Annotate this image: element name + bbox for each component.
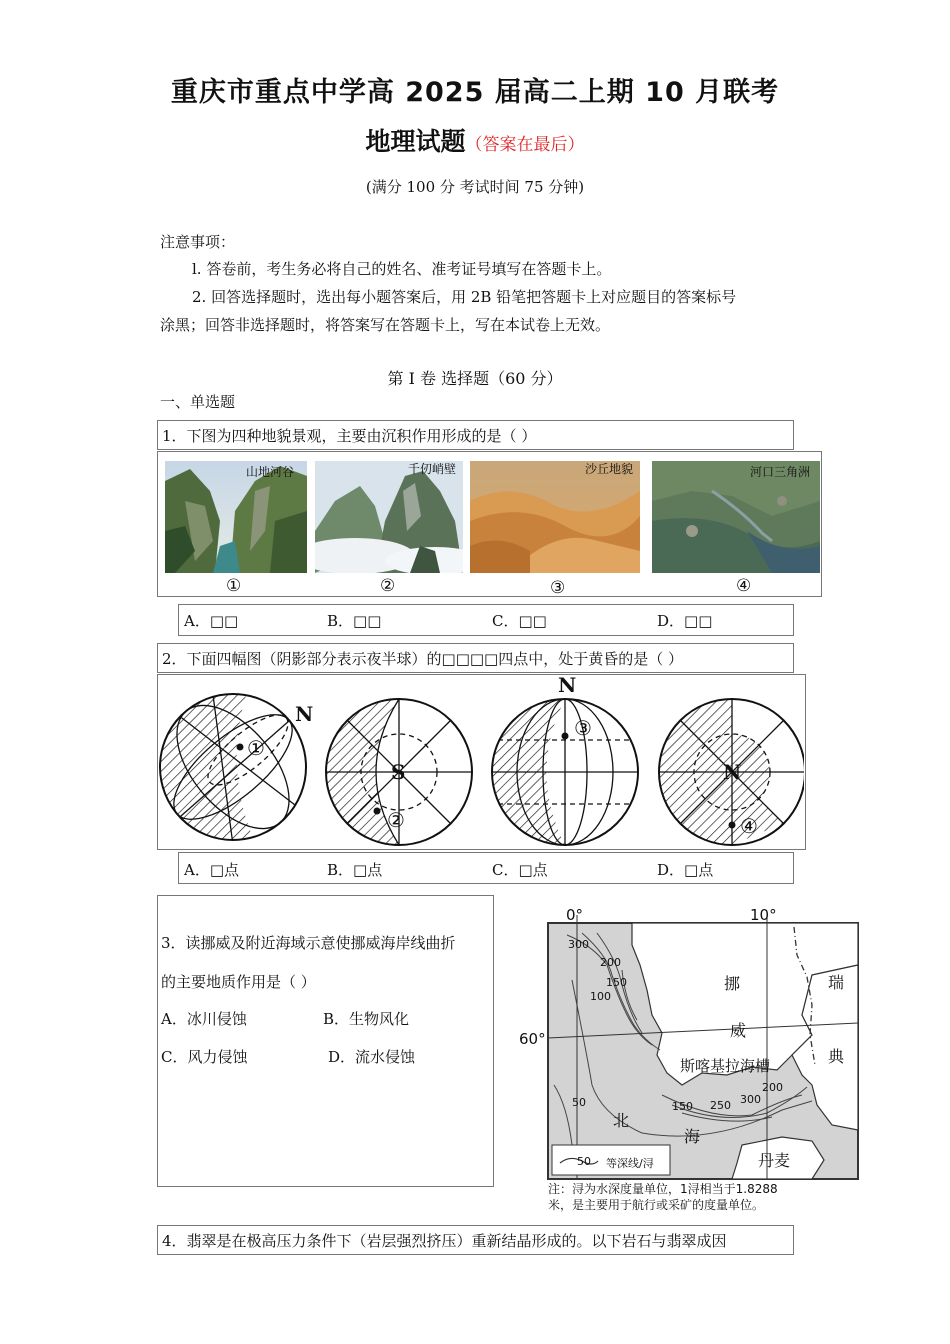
map-label-sweden-1: 瑞 — [828, 973, 845, 992]
q1-photo-3-number: ③ — [550, 578, 566, 598]
q1-options-box — [178, 604, 794, 636]
map-label-denmark: 丹麦 — [758, 1151, 791, 1170]
q1-stem-box — [157, 420, 794, 450]
q1-option-a: A．□□ — [184, 612, 239, 630]
q3-stem-line-1: 3．读挪威及附近海域示意使挪威海岸线曲折 — [161, 934, 456, 952]
q1-photo-2-number: ② — [380, 576, 396, 596]
answer-note: （答案在最后） — [465, 135, 585, 155]
depth-label-50: 50 — [572, 1096, 586, 1109]
q2-stem: 2．下面四幅图（阴影部分表示夜半球）的□□□□四点中，处于黄昏的是（ ） — [162, 650, 684, 668]
map-label-sea: 海 — [684, 1127, 701, 1146]
q1-photo-1-label: 山地河谷 — [246, 465, 295, 479]
legend-text: 等深线/浔 — [606, 1157, 654, 1170]
q2-stem-box — [157, 643, 794, 673]
q3-option-d: D．流水侵蚀 — [328, 1048, 416, 1066]
depth-label-200: 200 — [600, 956, 621, 969]
depth-label-300b: 300 — [740, 1093, 761, 1106]
map-lat-60: 60° — [519, 1030, 546, 1048]
q2-globe-2-s-label: S — [391, 760, 406, 784]
q1-option-d: D．□□ — [657, 612, 713, 630]
globe-3 — [492, 699, 638, 845]
subject-name: 地理试题 — [365, 127, 466, 156]
q2-option-c: C．□点 — [492, 861, 548, 879]
q2-option-a: A．□点 — [184, 861, 240, 879]
map-label-norway-2: 威 — [730, 1021, 747, 1040]
q3-stem-line-2: 的主要地质作用是（ ） — [161, 973, 316, 991]
q1-photo-4-number: ④ — [736, 576, 752, 596]
q2-globe-4-n-label: N — [723, 760, 742, 784]
q4-stem-box — [157, 1225, 794, 1255]
section-subtitle: 一、单选题 — [160, 393, 236, 411]
q3-option-b: B．生物风化 — [323, 1010, 410, 1028]
q2-globe-diagrams — [158, 675, 804, 849]
q1-photo-cliffs — [315, 461, 463, 573]
section-title: 第 I 卷 选择题（60 分） — [387, 369, 563, 388]
map-note-line-1: 注：浔为水深度量单位，1浔相当于1.8288 — [548, 1182, 778, 1196]
notice-item-2-line-2: 涂黑；回答非选择题时，将答案写在答题卡上，写在本试卷上无效。 — [160, 316, 611, 334]
depth-label-100: 100 — [590, 990, 611, 1003]
exam-meta: (满分 100 分 考试时间 75 分钟) — [365, 178, 585, 196]
map-label-sweden-2: 典 — [828, 1047, 845, 1066]
q1-option-b: B．□□ — [327, 612, 382, 630]
q2-option-b: B．□点 — [327, 861, 383, 879]
map-note-line-2: 米，是主要用于航行或采矿的度量单位。 — [548, 1198, 765, 1212]
depth-label-150b: 150 — [672, 1100, 693, 1113]
map-lon-0: 0° — [566, 906, 584, 924]
notice-item-1: l. 答卷前，考生务必将自己的姓名、准考证号填写在答题卡上。 — [192, 260, 612, 278]
q4-stem: 4．翡翠是在极高压力条件下（岩层强烈挤压）重新结晶形成的。以下岩石与翡翠成因 — [162, 1232, 727, 1250]
q1-photo-3-label: 沙丘地貌 — [585, 462, 634, 476]
depth-label-300: 300 — [568, 938, 589, 951]
q1-photo-2-label: 千仞峭壁 — [408, 462, 457, 476]
q3-question-box — [157, 895, 494, 1187]
subject-title — [0, 122, 950, 158]
map-label-norway-1: 挪 — [724, 974, 741, 993]
q1-photo-dunes — [470, 461, 640, 573]
q2-globe-3-n-label: N — [558, 673, 577, 697]
map-label-north: 北 — [613, 1111, 630, 1130]
map-lon-10: 10° — [750, 906, 777, 924]
depth-label-150: 150 — [606, 976, 627, 989]
q2-point-3: ③ — [574, 716, 592, 740]
q3-option-a: A．冰川侵蚀 — [161, 1010, 247, 1028]
q3-option-c: C．风力侵蚀 — [161, 1048, 248, 1066]
map-label-trench: 斯喀基拉海槽 — [680, 1057, 771, 1075]
q1-photo-4-label: 河口三角洲 — [750, 465, 811, 479]
globe-1 — [158, 675, 314, 849]
depth-label-250: 250 — [710, 1099, 731, 1112]
q2-point-2: ② — [387, 808, 405, 832]
notice-item-2-line-1: 2. 回答选择题时，选出每小题答案后，用 2B 铅笔把答题卡上对应题目的答案标号 — [192, 288, 737, 306]
exam-title: 重庆市重点中学高 2025 届高二上期 10 月联考 — [170, 77, 780, 108]
q2-globe-1-n-label: N — [295, 702, 314, 726]
q2-point-1: ① — [247, 736, 265, 760]
depth-label-200b: 200 — [762, 1081, 783, 1094]
legend-value: 50 — [577, 1155, 591, 1168]
q2-options-box — [178, 852, 794, 884]
q1-photo-1-number: ① — [226, 576, 242, 596]
q2-point-4: ④ — [740, 814, 758, 838]
q2-option-d: D．□点 — [657, 861, 714, 879]
notice-heading: 注意事项： — [160, 233, 236, 251]
q1-stem: 1．下图为四种地貌景观，主要由沉积作用形成的是（ ） — [162, 427, 537, 445]
q1-option-c: C．□□ — [492, 612, 547, 630]
